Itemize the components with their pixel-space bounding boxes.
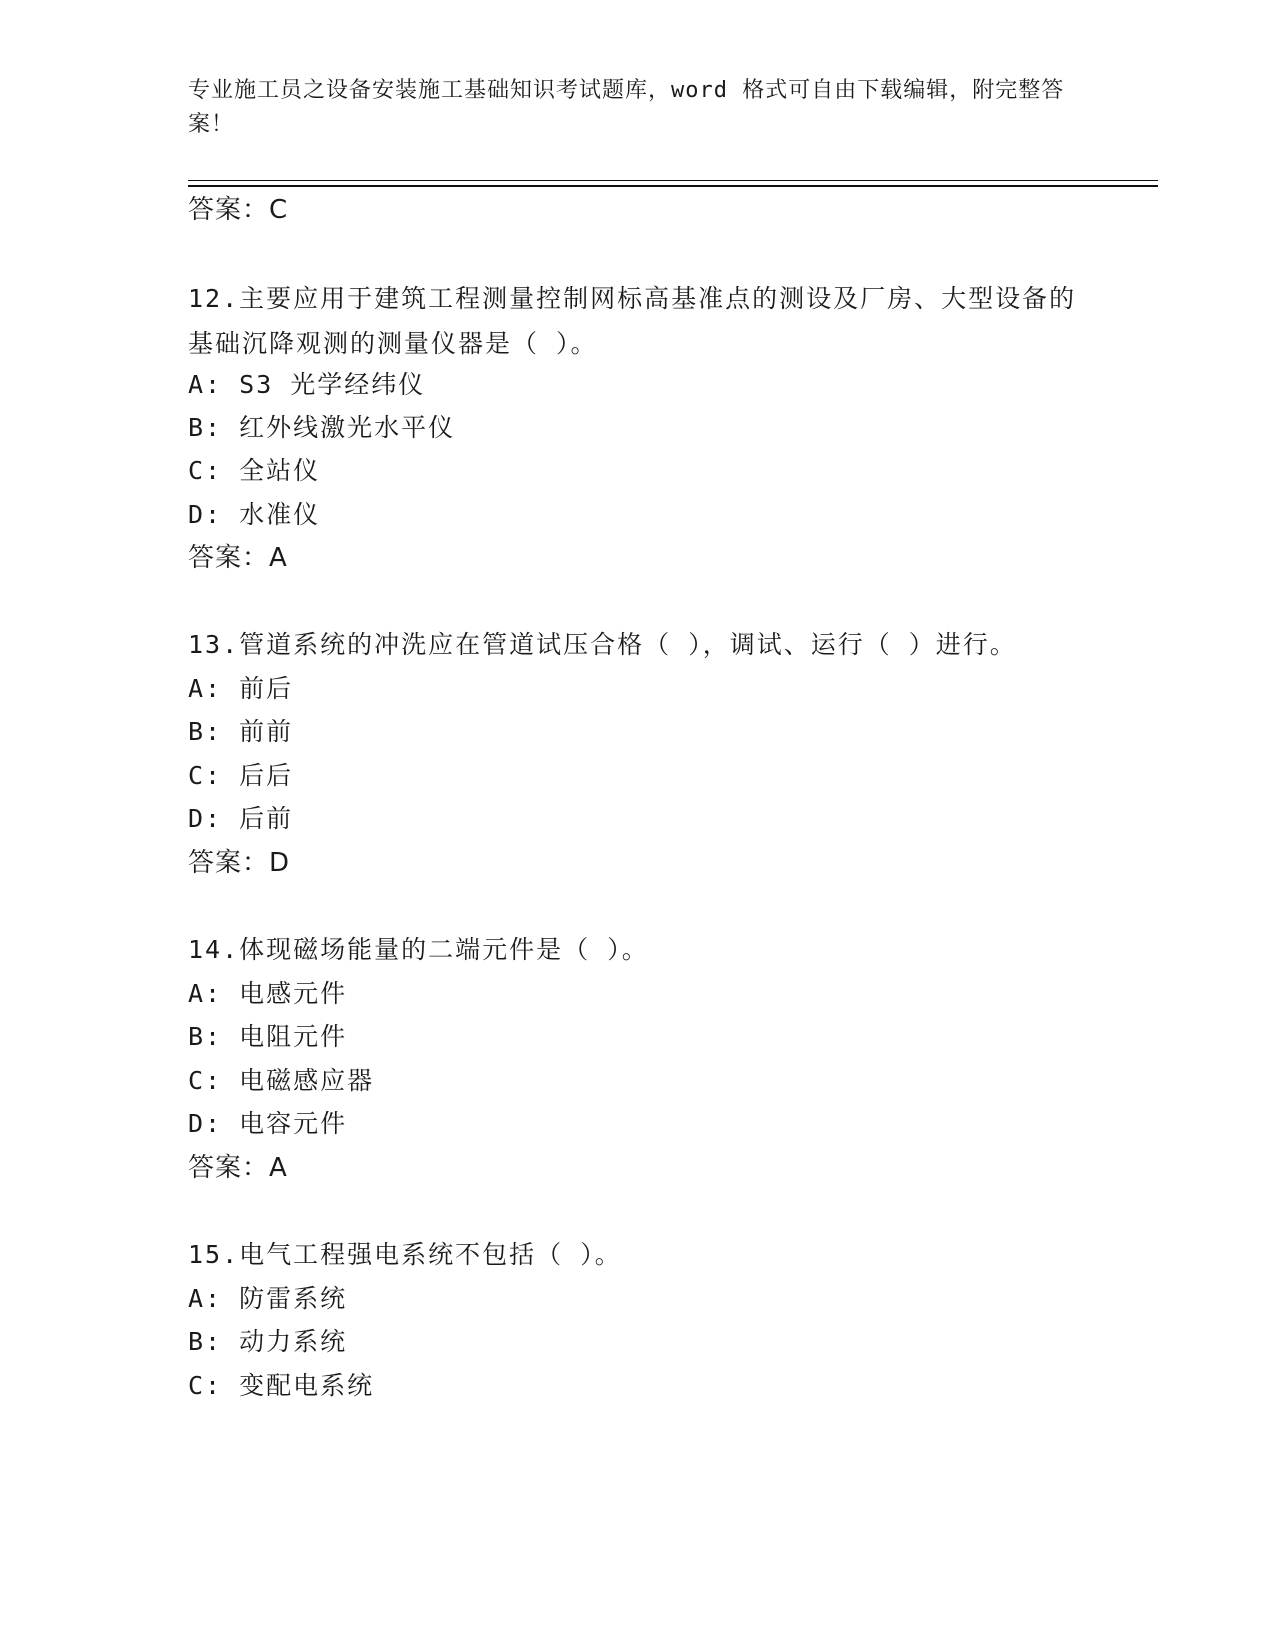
question-13-option-b: B: 前前 (188, 717, 294, 746)
question-12-option-a: A: S3 光学经纬仪 (188, 370, 426, 399)
header-divider-thick (188, 185, 1158, 187)
question-14-option-c: C: 电磁感应器 (188, 1066, 375, 1095)
question-14-option-a: A: 电感元件 (188, 979, 348, 1008)
question-14-option-b: B: 电阻元件 (188, 1022, 348, 1051)
question-12-option-b: B: 红外线激光水平仪 (188, 413, 456, 442)
question-14-answer: 答案：A (188, 1153, 288, 1183)
question-13-option-a: A: 前后 (188, 674, 294, 703)
question-12-option-d: D: 水准仪 (188, 500, 321, 529)
question-15-option-c: C: 变配电系统 (188, 1371, 375, 1400)
question-15-option-a: A: 防雷系统 (188, 1284, 348, 1313)
question-13-option-d: D: 后前 (188, 804, 294, 833)
question-15-text: 15.电气工程强电系统不包括（ ）。 (188, 1240, 622, 1269)
question-14-text: 14.体现磁场能量的二端元件是（ ）。 (188, 935, 649, 964)
document-header: 专业施工员之设备安装施工基础知识考试题库，word 格式可自由下载编辑，附完整答案！ (188, 78, 1065, 137)
question-12-answer: 答案：A (188, 543, 288, 573)
previous-answer: 答案：C (188, 195, 289, 225)
question-13-answer: 答案：D (188, 848, 291, 878)
header-divider-thin (188, 180, 1158, 181)
question-12-option-c: C: 全站仪 (188, 456, 321, 485)
question-12-text: 12.主要应用于建筑工程测量控制网标高基准点的测设及厂房、大型设备的基础沉降观测的测量仪器是（ ）。 (188, 284, 1077, 358)
question-14-option-d: D: 电容元件 (188, 1109, 348, 1138)
question-15-option-b: B: 动力系统 (188, 1327, 348, 1356)
question-13-option-c: C: 后后 (188, 761, 294, 790)
question-13-text: 13.管道系统的冲洗应在管道试压合格（ ），调试、运行（ ）进行。 (188, 630, 1017, 659)
